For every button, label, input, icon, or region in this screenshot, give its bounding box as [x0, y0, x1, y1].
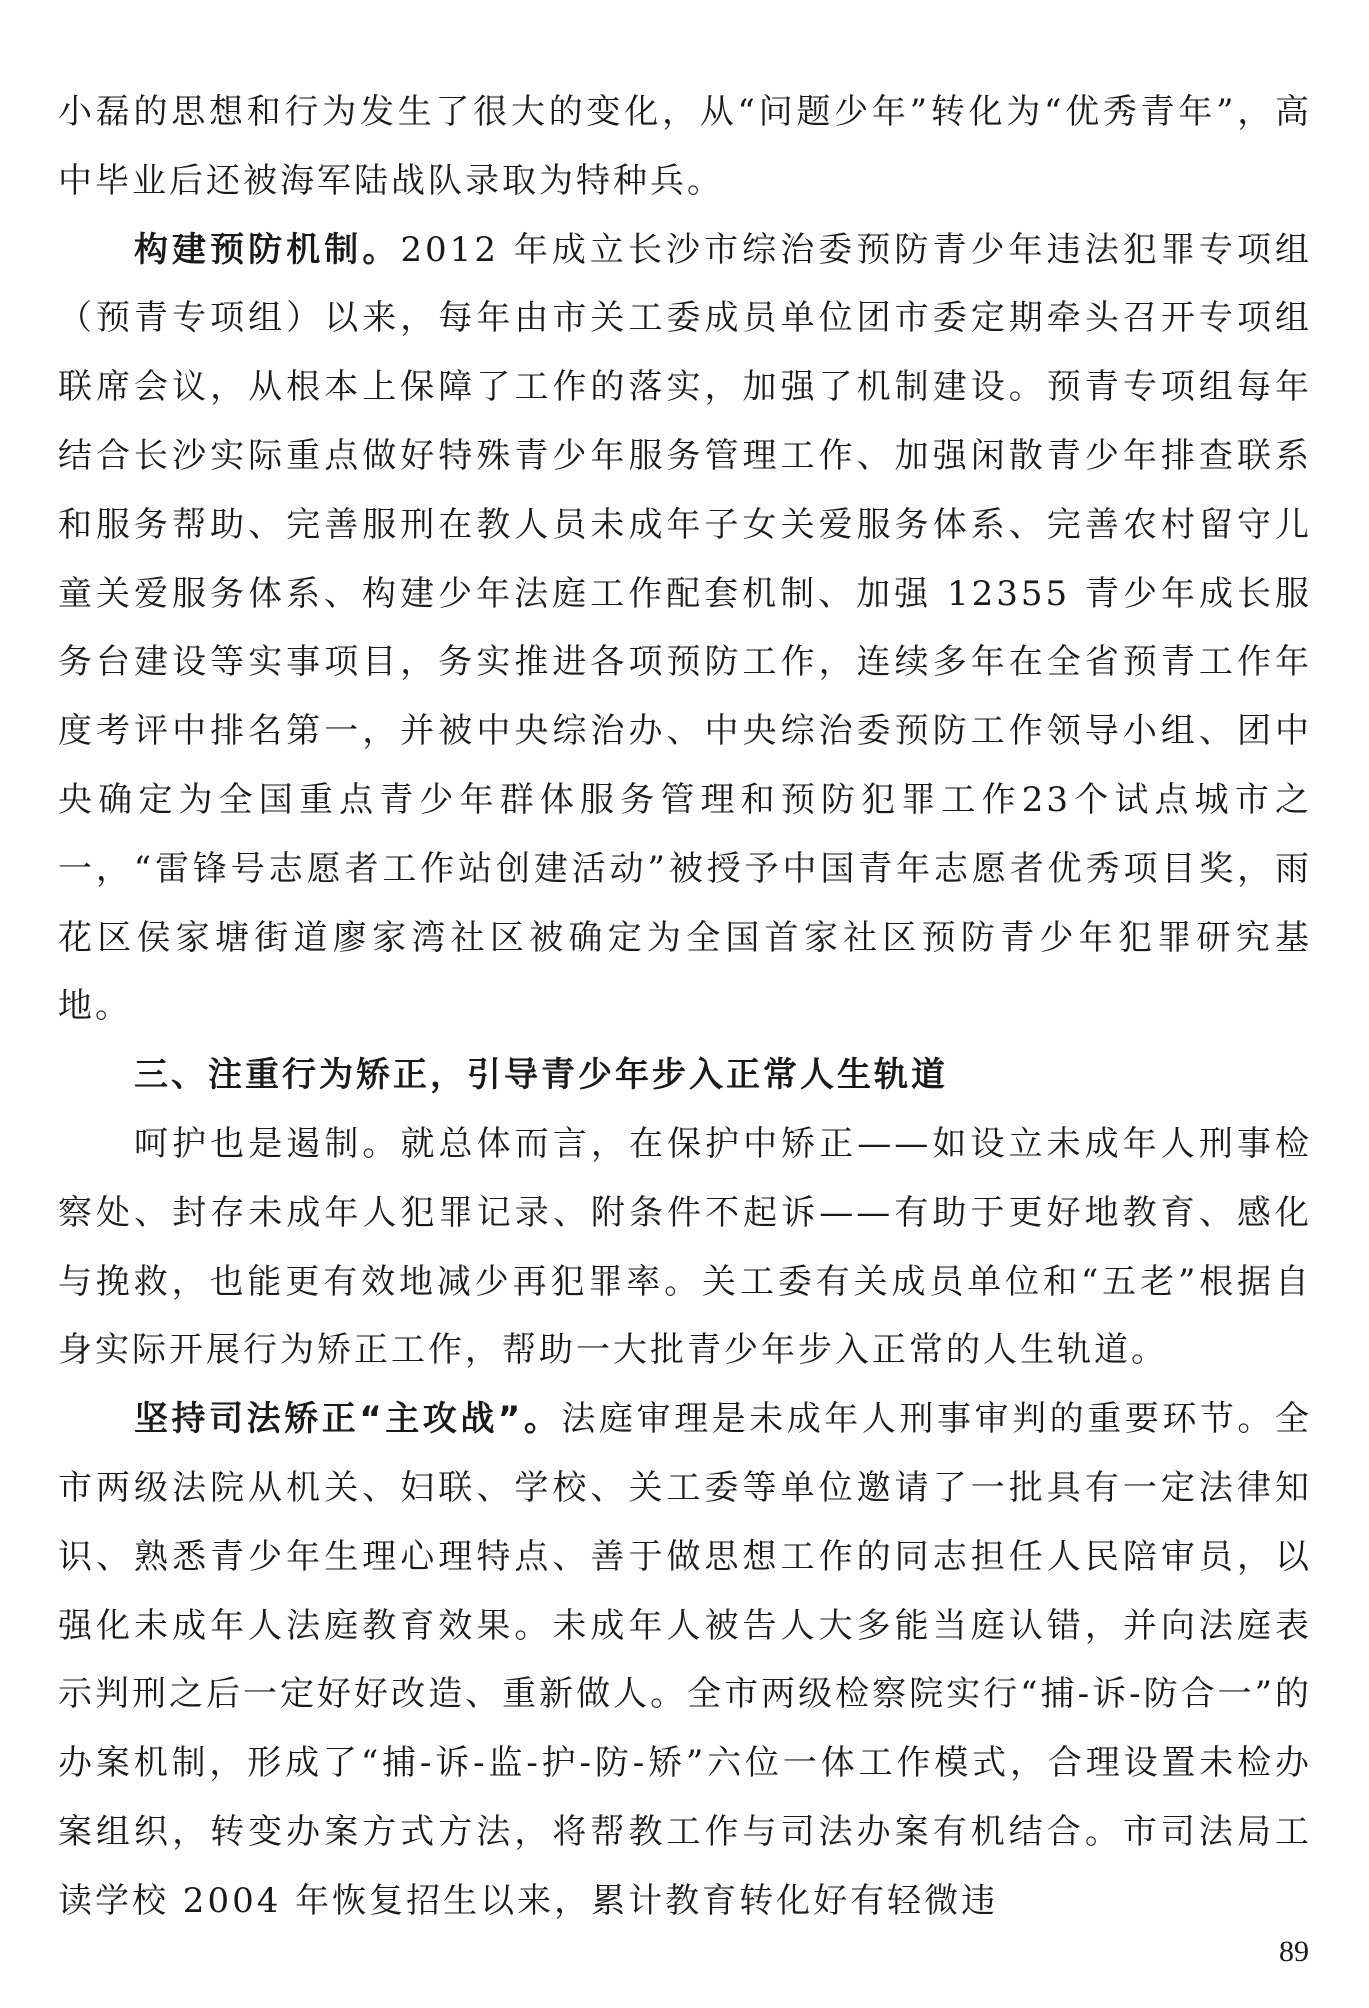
body-text: [58, 78, 1312, 1936]
paragraph-prevention-mechanism: [58, 216, 1312, 1042]
section-heading: 三、注重行为矫正，引导青少年步入正常人生轨道: [134, 1055, 948, 1096]
paragraph-behavior-correction: 呵护也是遏制。就总体而言，在保护中矫正——如设立未成年人刑事检察处、封存未成年人犯罪记录、附条件不起诉——有助于更好地教育、感化与挽救，也能更有效地减少再犯罪率。关工委有关成员单位和“五老”根据自身实际开展行为矫正工作，帮助一大批青少年步入正常的人生轨道。: [58, 1123, 1312, 1371]
paragraph-body: 2012 年成立长沙市综治委预防青少年违法犯罪专项组（预青专项组）以来，每年由市关工委成员单位团市委定期牵头召开专项组联席会议，从根本上保障了工作的落实，加强了机制建设。预青专项组每年结合长沙实际重点做好特殊青少年服务管理工作、加强闲散青少年排查联系和服务帮助、完善服刑在教人员未成年子女关爱服务体系、完善农村留守儿童关爱服务体系、构建少年法庭工作配套机制、加强 12355 青少年成长服务台建设等实事项目，务实推进各项预防工作，连续多年在全省预青工作年度考评中排名第一，并被中央综治办、中央综治委预防工作领导小组、团中央确定为全国重点青少年群体服务管理和预防犯罪工作23个试点城市之一，“雷锋号志愿者工作站创建活动”被授予中国青年志愿者优秀项目奖，雨花区侯家塘街道廖家湾社区被确定为全国首家社区预防青少年犯罪研究基地。: [58, 229, 1312, 1027]
paragraph-continuation: 小磊的思想和行为发生了很大的变化，从“问题少年”转化为“优秀青年”，高中毕业后还被海军陆战队录取为特种兵。: [58, 92, 1312, 201]
paragraph-body: 法庭审理是未成年人刑事审判的重要环节。全市两级法院从机关、妇联、学校、关工委等单位邀请了一批具有一定法律知识、熟悉青少年生理心理特点、善于做思想工作的同志担任人民陪审员，以强化未成年人法庭教育效果。未成年人被告人大多能当庭认错，并向法庭表示判刑之后一定好好改造、重新做人。全市两级检察院实行“捕-诉-防合一”的办案机制，形成了“捕-诉-监-护-防-矫”六位一体工作模式，合理设置未检办案组织，转变办案方式方法，将帮教工作与司法办案有机结合。市司法局工读学校 2004 年恢复招生以来，累计教育转化好有轻微违: [58, 1399, 1312, 1921]
paragraph-judicial-correction: [58, 1385, 1312, 1935]
paragraph-lead-heading: 构建预防机制。: [134, 229, 401, 270]
page-number: 89: [1279, 1935, 1309, 1968]
paragraph-lead-heading: 坚持司法矫正“主攻战”。: [134, 1399, 562, 1440]
